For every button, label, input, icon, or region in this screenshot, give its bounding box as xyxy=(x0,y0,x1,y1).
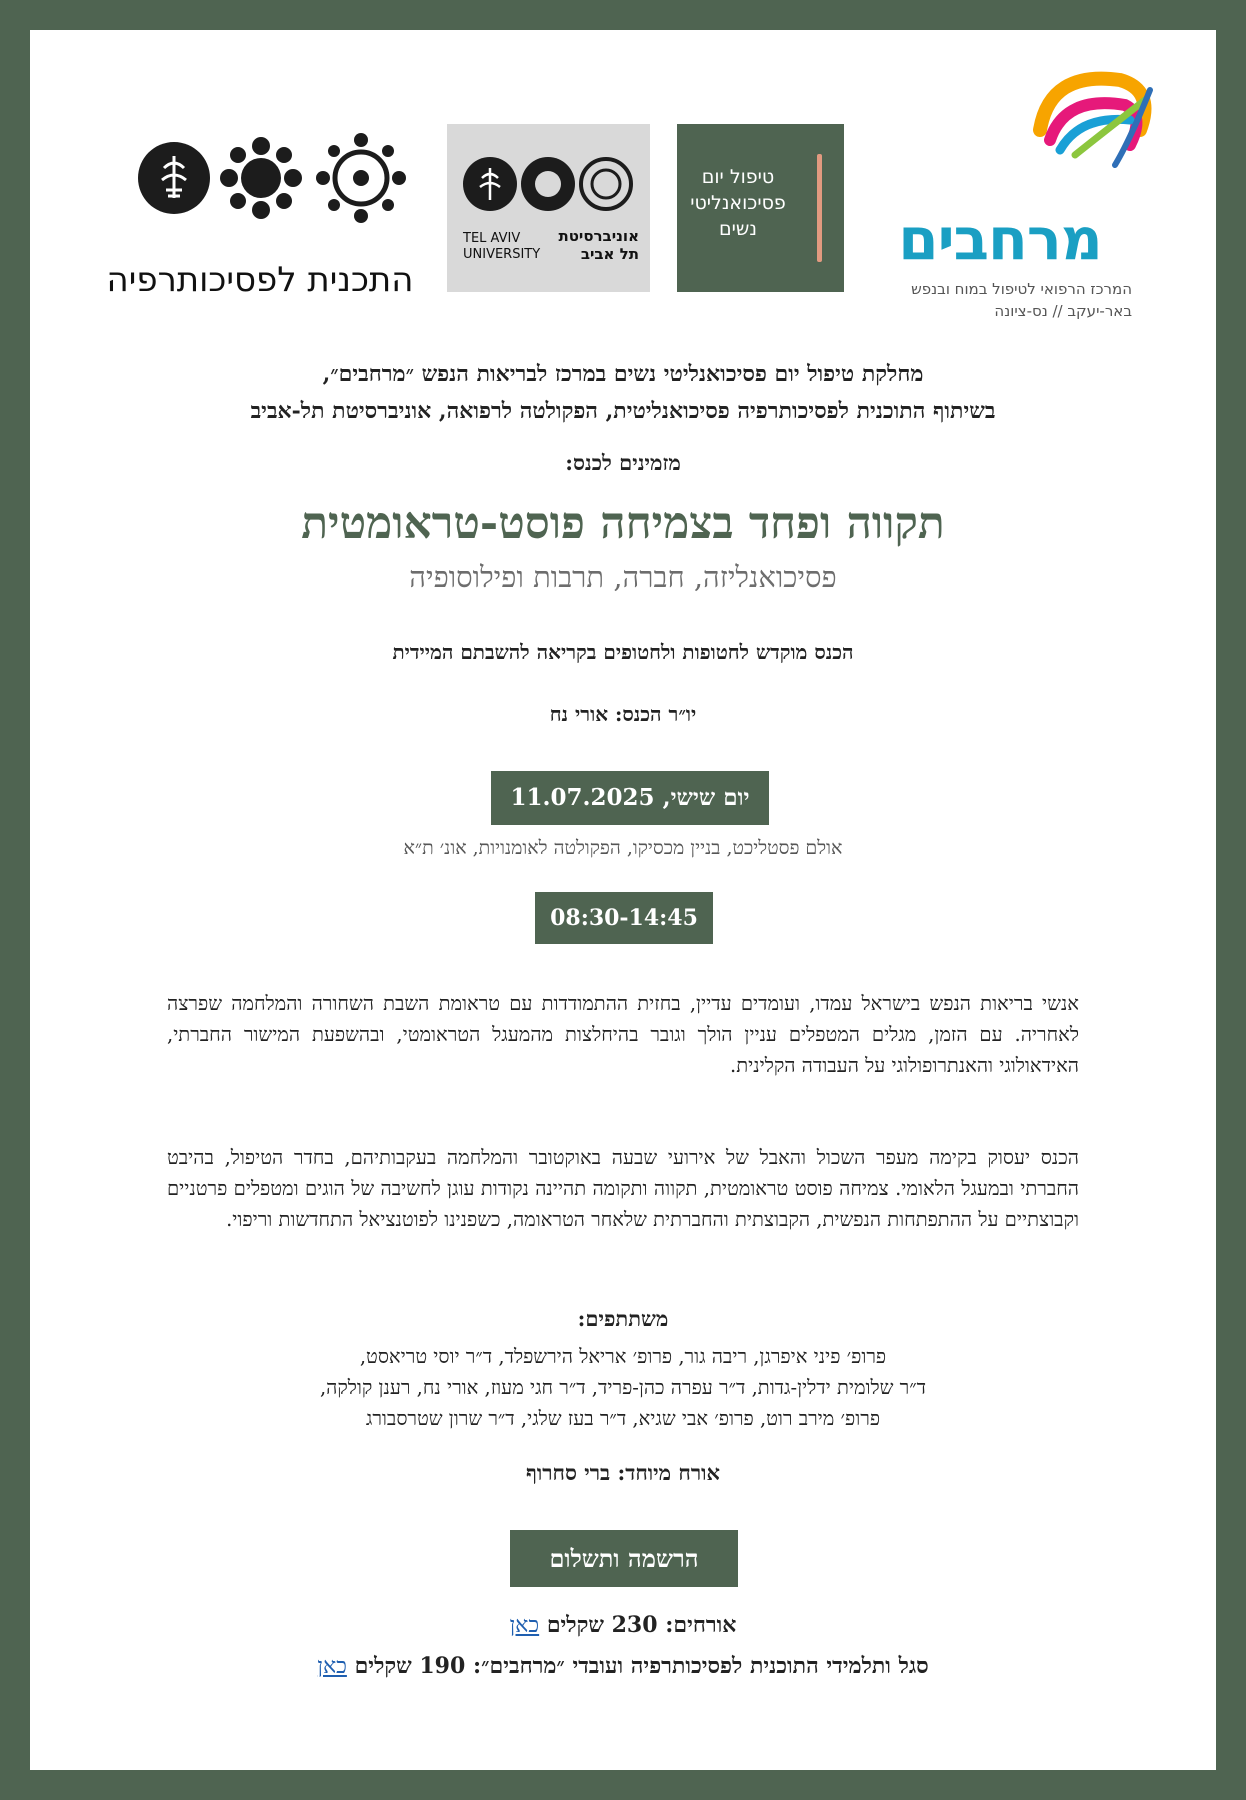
invitation-line: מזמינים לכנס: xyxy=(565,450,681,475)
psychotherapy-program-logo xyxy=(70,128,450,318)
merhavim-logo xyxy=(870,60,1190,320)
conference-chair: יו״ר הכנס: אורי נח xyxy=(549,702,697,726)
time-badge: 08:30-14:45 xyxy=(535,892,713,944)
conference-subtitle: פסיכואנליזה, חברה, תרבות ופילוסופיה xyxy=(409,560,837,594)
university-name-hebrew: אוניברסיטת תל אביב xyxy=(558,227,639,263)
register-button[interactable]: הרשמה ותשלום xyxy=(510,1530,738,1587)
tel-aviv-university-logo xyxy=(447,124,650,292)
participants-line: פרופ׳ פיני איפרגן, ריבה גור, פרופ׳ אריאל הירשפלד, ד״ר יוסי טריאסט, xyxy=(359,1345,887,1368)
tau-emblem-icon xyxy=(462,154,634,214)
program-name: התכנית לפסיכותרפיה xyxy=(106,260,414,300)
department-logo-accent xyxy=(817,154,822,262)
conference-title: תקווה ופחד בצמיחה פוסט-טראומטית xyxy=(301,498,945,549)
guests-price: אורחים: 230 שקלים כאן xyxy=(509,1612,737,1638)
staff-registration-link[interactable]: כאן xyxy=(317,1654,347,1679)
venue: אולם פסטליכט, בניין מכסיקו, הפקולטה לאומנויות, אונ׳ ת״א xyxy=(403,837,843,859)
description-paragraph-1: אנשי בריאות הנפש בישראל עמדו, ועומדים עדיין, בחזית ההתמודדות עם טראומת השבת השחורה והמלחמה שפרצה לאחריה. עם הזמן, מגלים המטפלים עניין הולך וגובר בהיחלצות מהמעגל הטראומטי, ובהשפעת המישור החברתי, האידאולוגי והאנתרופולוגי על העבודה הקלינית. xyxy=(167,992,1079,1077)
guests-registration-link[interactable]: כאן xyxy=(509,1613,540,1638)
merhavim-brand-name: מרחבים xyxy=(898,205,1102,273)
participants-line: ד״ר שלומית ידלין-גדות, ד״ר עפרה כהן-פריד, ד״ר חגי מעוז, אורי נח, רענן קולקה, xyxy=(319,1376,927,1399)
description-paragraph-2: הכנס יעסוק בקימה מעפר השכול והאבל של אירועי שבעה באוקטובר והמלחמה בעקבותיהם, בחדר הטיפול, בהיבט החברתי ובמעגל הלאומי. צמיחה פוסט טראומטית, תקווה ותקומה תהיינה נקודות עוגן לחשיבה של הוגים ומטפלים פרטניים וקבוצתיים על ההתפתחות הנפשית, הקבוצתית והחברתית שלאחר הטראומה, כשפנינו לפוטנציאל התחדשות וריפוי. xyxy=(167,1146,1079,1231)
date-badge: יום שישי, 11.07.2025 xyxy=(491,771,769,825)
university-name-english: TEL AVIV UNIVERSITY xyxy=(463,231,541,262)
logos-row xyxy=(30,30,1216,330)
merhavim-location: באר-יעקב // נס-ציונה xyxy=(994,302,1132,320)
dedication: הכנס מוקדש לחטופות ולחטופים בקריאה להשבתם המיידית xyxy=(392,640,854,664)
staff-price: סגל ותלמידי התוכנית לפסיכותרפיה ועובדי ״מרחבים״: 190 שקלים כאן xyxy=(317,1653,929,1679)
participants-line: פרופ׳ מירב רוט, פרופ׳ אבי שגיא, ד״ר בעז שלגי, ד״ר שרון שטרסבורג xyxy=(365,1407,881,1430)
department-logo xyxy=(677,124,844,292)
merhavim-swirl-icon xyxy=(1020,60,1160,190)
organizers-intro: מחלקת טיפול יום פסיכואנליטי נשים במרכז לבריאות הנפש ״מרחבים״, בשיתוף התוכנית לפסיכותרפיה פסיכואנליטית, הפקולטה לרפואה, אוניברסיטת תל-אביב xyxy=(250,361,996,424)
merhavim-tagline: המרכז הרפואי לטיפול במוח ובנפש xyxy=(911,280,1132,298)
program-emblems-icon xyxy=(136,128,416,228)
flyer-page xyxy=(30,30,1216,1770)
special-guest: אורח מיוחד: ברי סחרוף xyxy=(525,1460,721,1485)
participants-list xyxy=(30,1341,1216,1434)
department-logo-text: טיפול יום פסיכואנליטי נשים xyxy=(690,166,786,240)
participants-heading: משתתפים: xyxy=(577,1306,669,1331)
